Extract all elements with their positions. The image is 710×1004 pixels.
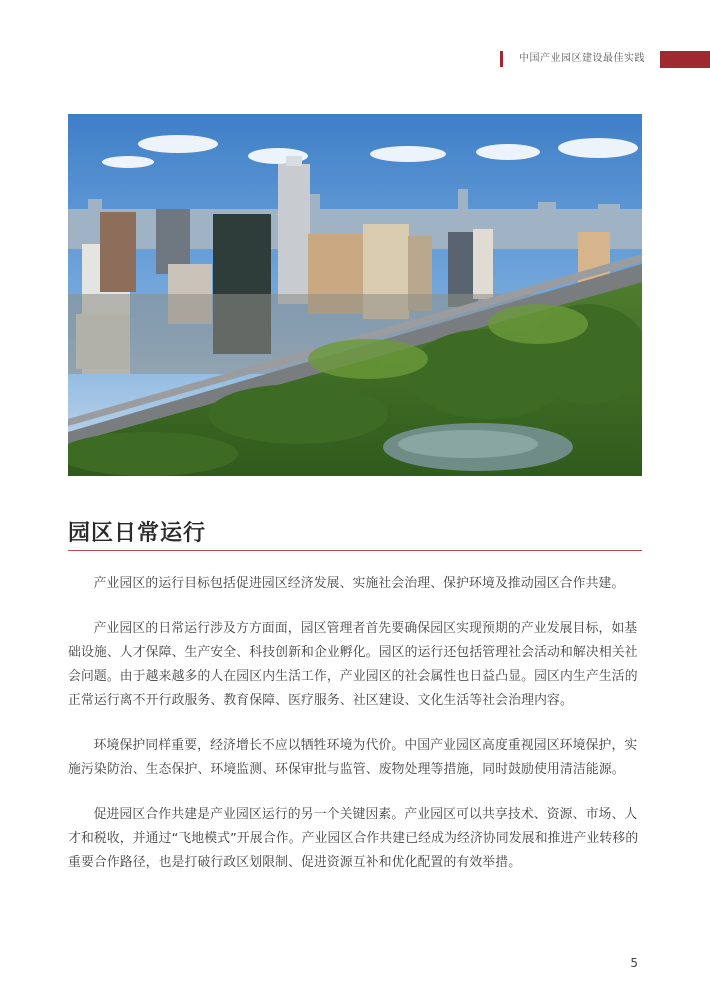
section-title: 园区日常运行 — [68, 521, 207, 546]
paragraph: 环境保护同样重要，经济增长不应以牺牲环境为代价。中国产业园区高度重视园区环境保护，实施污染防治、生态保护、环境监测、环保审批与监管、废物处理等措施，同时鼓励使用清洁能源。 — [68, 738, 638, 777]
running-title: 中国产业园区建设最佳实践 — [519, 53, 645, 64]
body-text — [68, 572, 642, 896]
header-accent-bar — [500, 51, 503, 67]
paragraph: 促进园区合作共建是产业园区运行的另一个关键因素。产业园区可以共享技术、资源、市场、人才和税收，并通过“飞地模式”开展合作。产业园区合作共建已经成为经济协同发展和推进产业转移的重要合作路径，也是打破行政区划限制、促进资源互补和优化配置的有效举措。 — [68, 807, 639, 870]
header-accent-block — [660, 51, 710, 68]
paragraph: 产业园区的日常运行涉及方方面面，园区管理者首先要确保园区实现预期的产业发展目标，如基础设施、人才保障、生产安全、科技创新和企业孵化。园区的运行还包括管理社会活动和解决相关社会问题。由于越来越多的人在园区内生活工作，产业园区的社会属性也日益凸显。园区内生产生活的正常运行离不开行政服务、教育保障、医疗服务、社区建设、文化生活等社会治理内容。 — [68, 621, 638, 708]
city-skyline-photo — [68, 114, 642, 476]
title-underline — [68, 550, 642, 551]
paragraph: 产业园区的运行目标包括促进园区经济发展、实施社会治理、保护环境及推动园区合作共建。 — [93, 576, 625, 591]
page-number: 5 — [630, 956, 638, 970]
